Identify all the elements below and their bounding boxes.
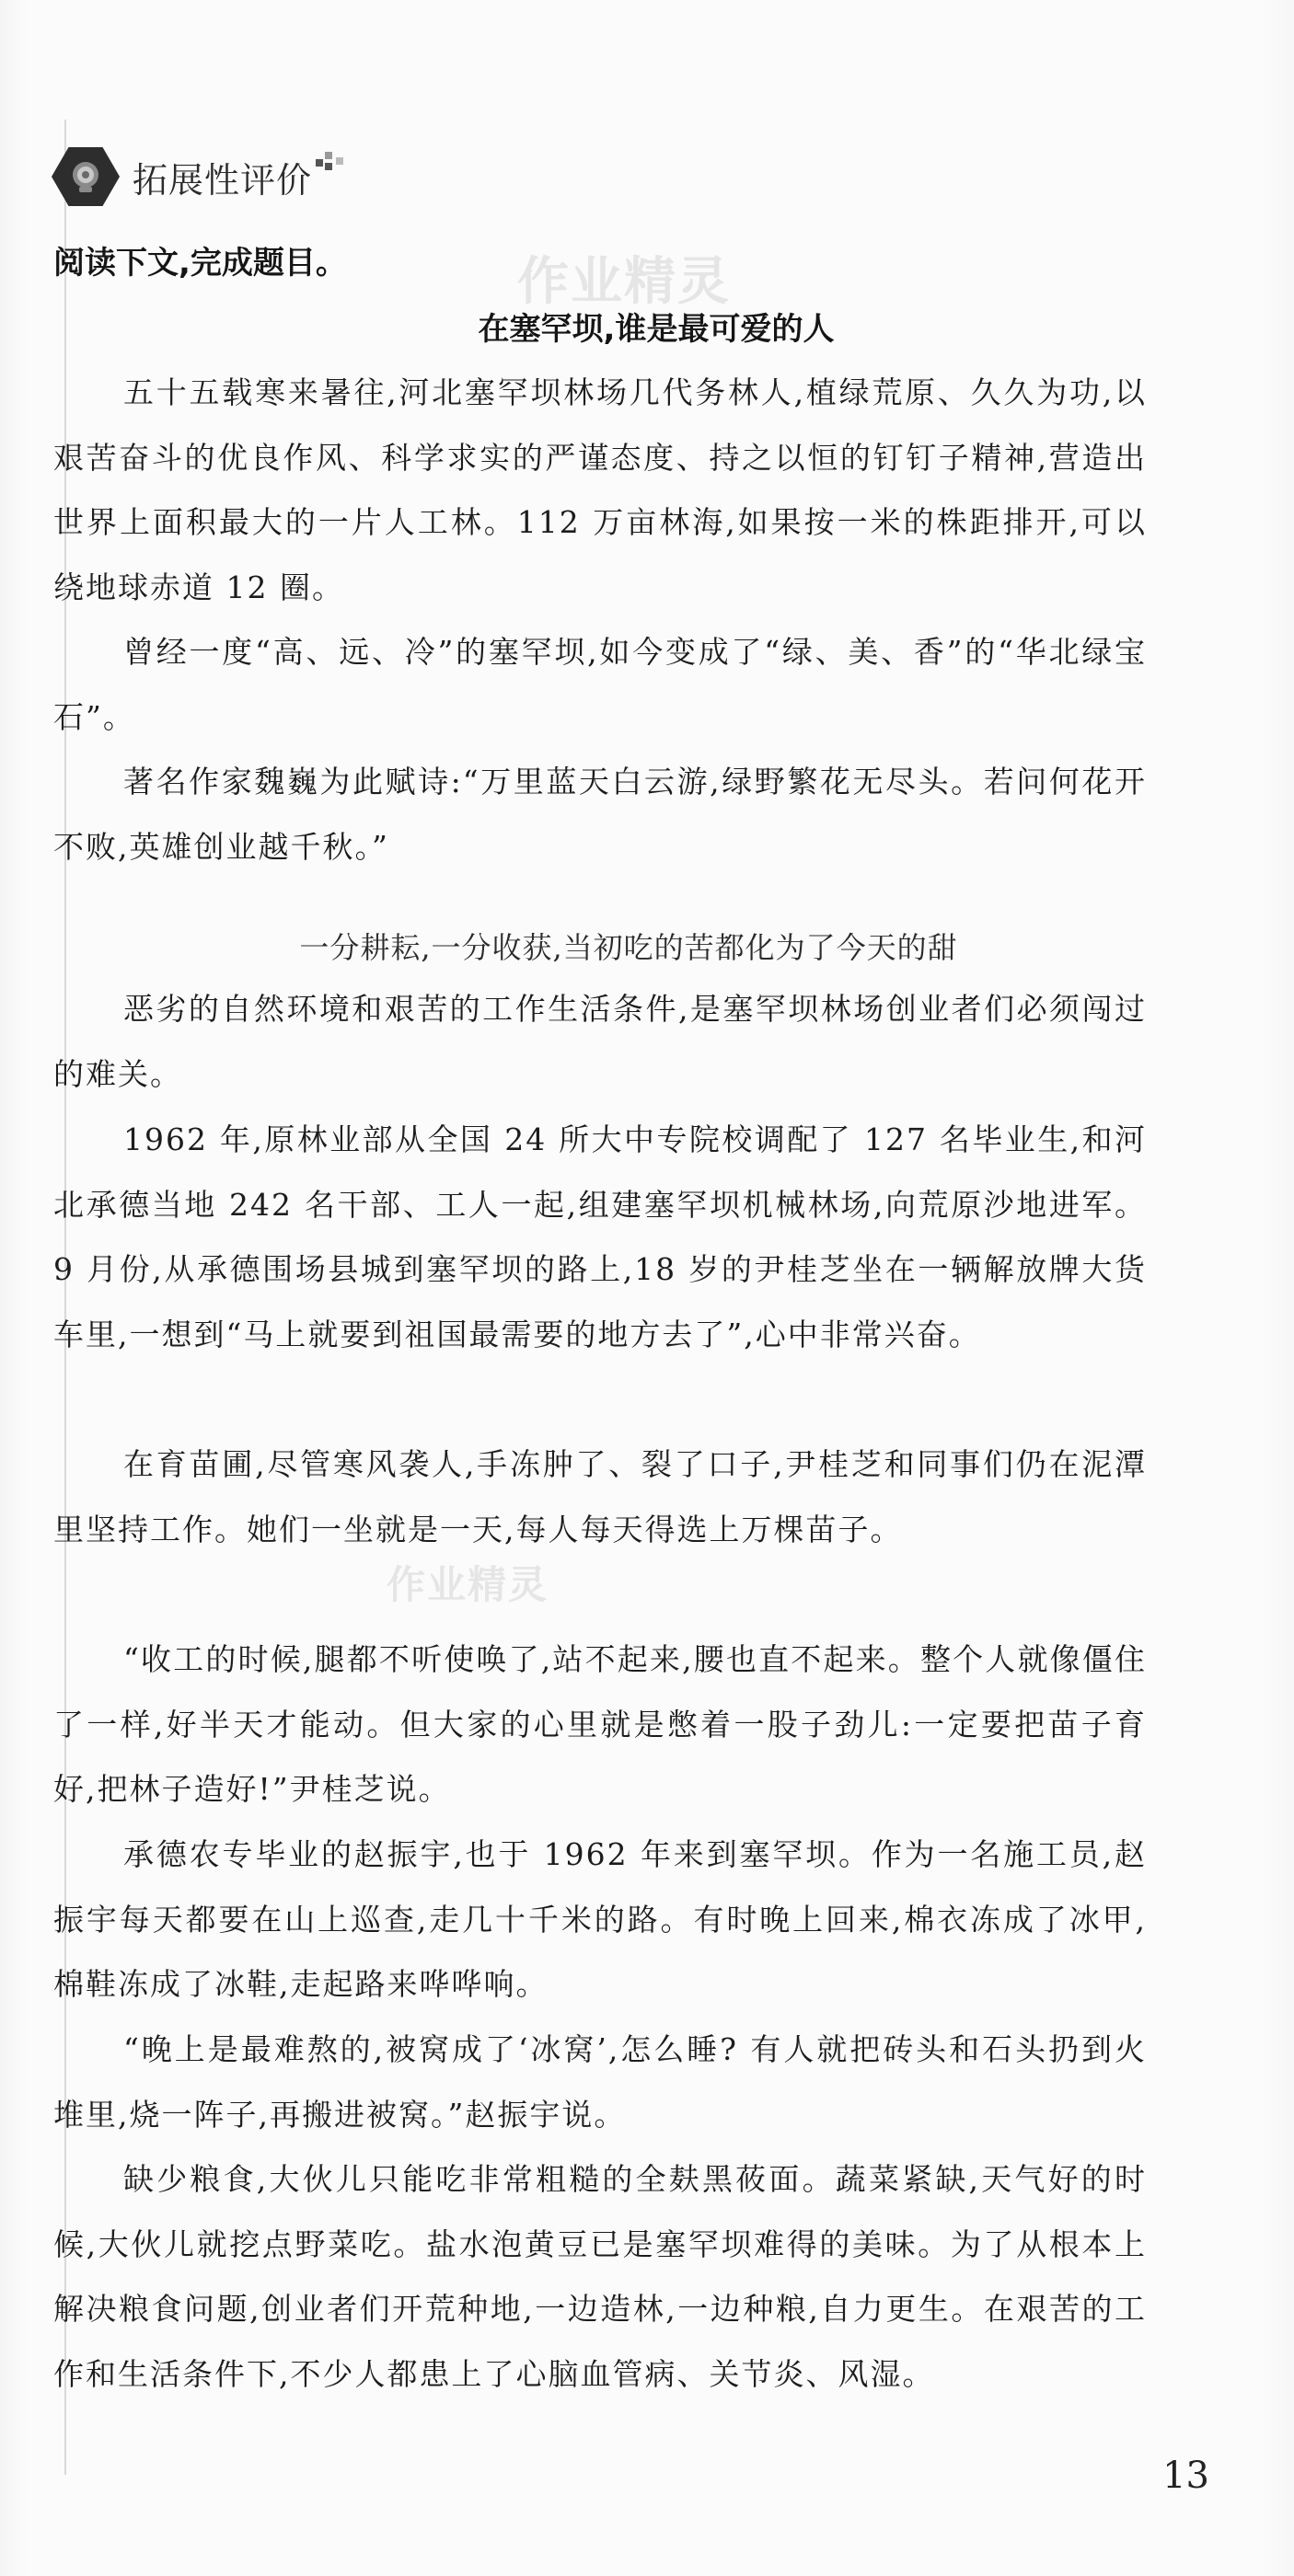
head-silhouette-icon <box>52 147 120 206</box>
body-paragraph-7: 缺少粮食,大伙儿只能吃非常粗糙的全麸黑莜面。蔬菜紧缺,天气好的时候,大伙儿就挖点野菜吃。盐水泡黄豆已是塞罕坝难得的美味。为了从根本上解决粮食问题,创业者们开荒种地,一边造林,一边种粮,自力更生。在艰苦的工作和生活条件下,不少人都患上了心脑血管病、关节炎、风湿。 <box>53 2161 1147 2392</box>
decorative-squares-icon <box>316 152 347 174</box>
body-paragraph-4: “收工的时候,腿都不听使唤了,站不起来,腰也直不起来。整个人就像僵住了一样,好半天才能动。但大家的心里就是憋着一股子劲儿:一定要把苗子育好,把林子造好!”尹桂芝说。 <box>53 1641 1147 1807</box>
page-number: 13 <box>1162 2455 1209 2497</box>
intro-paragraph-2: 曾经一度“高、远、冷”的塞罕坝,如今变成了“绿、美、香”的“华北绿宝石”。 <box>53 634 1147 735</box>
watermark-top: 作业精灵 <box>517 252 731 312</box>
section-header <box>52 143 347 211</box>
section-title: 拓展性评价 <box>133 159 313 201</box>
body-paragraph-1: 恶劣的自然环境和艰苦的工作生活条件,是塞罕坝林场创业者们必须闯过的难关。 <box>53 991 1147 1092</box>
body-paragraph-2: 1962 年,原林业部从全国 24 所大中专院校调配了 127 名毕业生,和河北承德当地 242 名干部、工人一起,组建塞罕坝机械林场,向荒原沙地进军。9 月份,从承德围场县城到塞罕坝的路上,18 岁的尹桂芝坐在一辆解放牌大货车里,一想到“马上就要到祖国最需要的地方去了”,心中非常兴奋。 <box>53 1121 1147 1352</box>
body-paragraph-6: “晚上是最难熬的,被窝成了‘冰窝’,怎么睡? 有人就把砖头和石头扔到火堆里,烧一阵子,再搬进被窝。”赵振宇说。 <box>53 2031 1147 2133</box>
article-title: 在塞罕坝,谁是最可爱的人 <box>478 311 835 348</box>
section-subheading: 一分耕耘,一分收获,当初吃的苦都化为了今天的甜 <box>299 930 958 965</box>
intro-paragraph-3: 著名作家魏巍为此赋诗:“万里蓝天白云游,绿野繁花无尽头。若问何花开不败,英雄创业越千秋。” <box>53 764 1147 865</box>
question-instruction: 阅读下文,完成题目。 <box>53 245 347 282</box>
watermark-middle: 作业精灵 <box>387 1562 549 1607</box>
body-paragraph-3: 在育苗圃,尽管寒风袭人,手冻肿了、裂了口子,尹桂芝和同事们仍在泥潭里坚持工作。她们一坐就是一天,每人每天得选上万棵苗子。 <box>53 1446 1147 1547</box>
body-paragraph-5: 承德农专毕业的赵振宇,也于 1962 年来到塞罕坝。作为一名施工员,赵振宇每天都要在山上巡查,走几十千米的路。有时晚上回来,棉衣冻成了冰甲,棉鞋冻成了冰鞋,走起路来哗哗响。 <box>53 1836 1147 2002</box>
intro-paragraph-1: 五十五载寒来暑往,河北塞罕坝林场几代务林人,植绿荒原、久久为功,以艰苦奋斗的优良作风、科学求实的严谨态度、持之以恒的钉钉子精神,营造出世界上面积最大的一片人工林。112 万亩林海,如果按一米的株距排开,可以绕地球赤道 12 圈。 <box>53 374 1147 605</box>
